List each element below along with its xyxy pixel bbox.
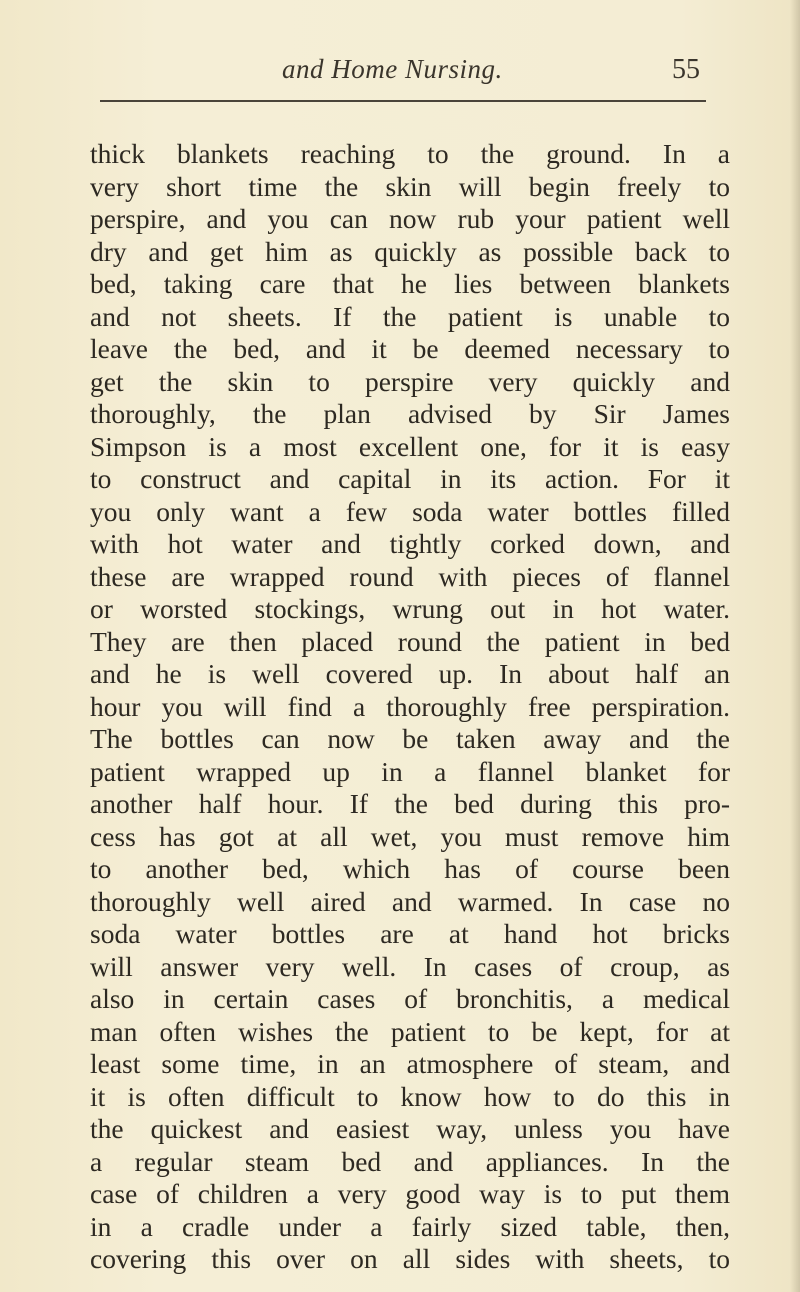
text-line: very short time the skin will begin freely to [90, 170, 730, 202]
text-line: will answer very well. In cases of croup, as [90, 950, 730, 982]
text-line: They are then placed round the patient in bed [90, 625, 730, 657]
text-line: a regular steam bed and appliances. In the [90, 1145, 730, 1177]
text-line: the quickest and easiest way, unless you have [90, 1113, 730, 1144]
text-line: Simpson is a most excellent one, for it is easy [90, 430, 730, 462]
text-line: thick blankets reaching to the ground. In a [90, 138, 730, 169]
text-line: these are wrapped round with pieces of flannel [90, 560, 730, 592]
running-title: and Home Nursing. [282, 54, 503, 84]
text-line: you only want a few soda water bottles filled [90, 495, 730, 527]
text-line: or worsted stockings, wrung out in hot water. [90, 593, 730, 624]
text-line: to construct and capital in its action. For it [90, 463, 730, 494]
text-line: thoroughly, the plan advised by Sir James [90, 398, 730, 429]
text-line: case of children a very good way is to put them [90, 1178, 730, 1209]
text-line: in a cradle under a fairly sized table, then, [90, 1210, 730, 1242]
text-line: perspire, and you can now rub your patient well [90, 203, 730, 234]
text-line: and he is well covered up. In about half an [90, 658, 730, 689]
text-line: hour you will find a thoroughly free perspiration. [90, 690, 730, 722]
text-line: and not sheets. If the patient is unable to [90, 300, 730, 332]
text-line: soda water bottles are at hand hot bricks [90, 918, 730, 949]
text-line: thoroughly well aired and warmed. In case no [90, 885, 730, 917]
page-header [0, 54, 800, 94]
text-line: patient wrapped up in a flannel blanket for [90, 755, 730, 787]
page-edge-shadow [790, 0, 800, 1292]
text-line: man often wishes the patient to be kept, for at [90, 1015, 730, 1047]
text-line: leave the bed, and it be deemed necessary to [90, 333, 730, 364]
text-line: bed, taking care that he lies between blankets [90, 268, 730, 299]
text-line: another half hour. If the bed during this pro- [90, 788, 730, 819]
text-line: covering this over on all sides with sheets, to [90, 1243, 730, 1274]
text-line: to another bed, which has of course been [90, 853, 730, 884]
body-text [90, 138, 730, 1276]
text-line: The bottles can now be taken away and the [90, 723, 730, 754]
text-line: cess has got at all wet, you must remove him [90, 820, 730, 852]
text-line: also in certain cases of bronchitis, a medical [90, 983, 730, 1014]
text-line: with hot water and tightly corked down, and [90, 528, 730, 559]
text-line: dry and get him as quickly as possible back to [90, 235, 730, 267]
text-line: get the skin to perspire very quickly and [90, 365, 730, 397]
text-line: least some time, in an atmosphere of steam, and [90, 1048, 730, 1079]
header-rule [100, 100, 706, 102]
text-line: it is often difficult to know how to do this in [90, 1080, 730, 1112]
page-number: 55 [672, 54, 700, 85]
